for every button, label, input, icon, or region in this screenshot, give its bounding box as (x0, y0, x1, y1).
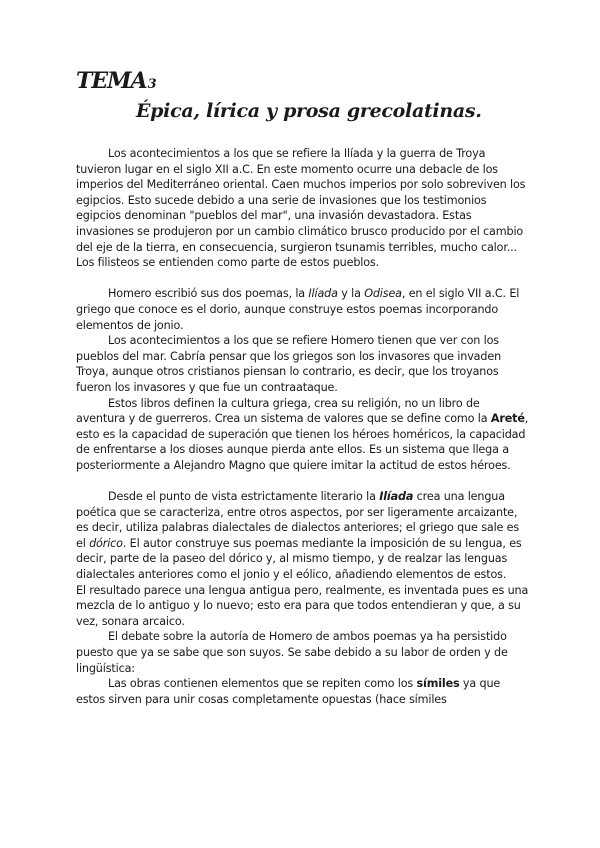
paragraph-5-text-c: . El autor construye sus poemas mediante la imposición de su lengua, es decir, parte de la paseo del dórico y, al mismo tiempo, y de realzar las lenguas dialectales anteriores como el jonio y el eólico, añadiendo elementos de estos. (76, 536, 522, 582)
arete-term: Areté (490, 412, 525, 426)
paragraph-5-text-a: Desde el punto de vista estrictamente literario la (108, 490, 380, 504)
paragraph-8-text-a: Las obras contienen elementos que se repiten como los (108, 677, 417, 691)
paragraph-4-text-b: , esto es la capacidad de superación que tienen los héroes homéricos, la capacidad de enfrentarse a los dioses aunque pierda ante ellos. Es un sistema que llega a posteriormente a Alejandro Magno que quiere imitar la actitud de estos héroes. (76, 412, 529, 472)
paragraph-4-text-a: Estos libros definen la cultura griega, crea su religión, no un libro de aventura y de guerreros. Crea un sistema de valores que se define como la (76, 396, 491, 426)
tema-label: TEMA (76, 68, 147, 94)
dorico-term: dórico (89, 536, 123, 550)
paragraph-2-text-a: Homero escribió sus dos poemas, la (108, 287, 309, 301)
paragraph-7: El debate sobre la autoría de Homero de ambos poemas ya ha persistido puesto que ya se sabe que son suyos. Se sabe debido a su labor de orden y de lingüística: (76, 630, 508, 675)
document-body (76, 146, 532, 707)
paragraph-5 (76, 489, 532, 583)
document-title: Épica, lírica y prosa grecolatinas. (136, 100, 482, 122)
paragraph-2-text-c: , en el siglo VII a.C. El griego que conoce es el dorio, aunque construye estos poemas incorporando elementos de jonio. (76, 287, 520, 332)
paragraph-6: El resultado parece una lengua antigua pero, realmente, es inventada pues es una mezcla de lo antiguo y lo nuevo; esto era para que todos entendieran y que, a su vez, sonara arcaico. (76, 583, 529, 628)
paragraph-8-text-b: ya que estos sirven para unir cosas completamente opuestas (hace símiles (76, 677, 501, 706)
iliada-title-bold: Ilíada (379, 490, 414, 504)
paragraph-1: Los acontecimientos a los que se refiere la Ilíada y la guerra de Troya tuvieron lugar en el siglo XII a.C. En este momento ocurre una debacle de los imperios del Mediterráneo oriental. Caen muchos imperios por solo sobreviven los egipcios. Esto sucede debido a una serie de invasiones que los testimonios egipcios denominan "pueblos del mar", una invasión devastadora. Estas invasiones se produjeron por un cambio climático brusco producido por el cambio del eje de la tierra, en consecuencia, surgieron tsunamis terribles, mucho calor... Los filisteos se entienden como parte de estos pueblos. (76, 147, 526, 270)
odisea-title: Odisea (364, 287, 402, 301)
paragraph-8 (76, 676, 532, 707)
iliada-title: Ilíada (308, 287, 338, 301)
paragraph-2 (76, 286, 532, 333)
similes-term: símiles (416, 677, 460, 691)
tema-heading (76, 68, 156, 94)
paragraph-2-text-b: y la (337, 287, 365, 301)
paragraph-4 (76, 396, 532, 474)
tema-number: 3 (147, 77, 156, 92)
paragraph-5-text-b: crea una lengua poética que se caracteriza, entre otros aspectos, por ser ligeramente arcaizante, es decir, utiliza palabras dialectales de dialectos anteriores; el griego que sale es el (76, 490, 520, 550)
paragraph-3: Los acontecimientos a los que se refiere Homero tienen que ver con los pueblos del mar. Cabría pensar que los griegos son los invasores que invaden Troya, aunque otros cristianos piensan lo contrario, es decir, que los troyanos fueron los invasores y que fue un contraataque. (76, 334, 502, 394)
